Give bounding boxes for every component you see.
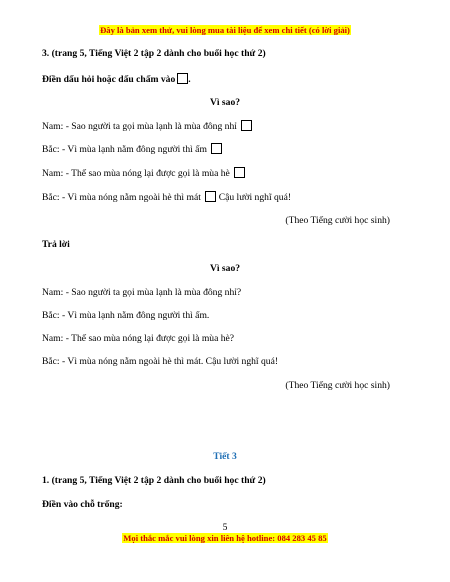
tiet3-title: Tiết 3 [213,451,237,462]
footer-contact-text: Mọi thắc mắc vui lòng xin liên hệ hotline: 084 283 45 85 [123,533,327,543]
answer-story-title: Vì sao? [209,263,241,274]
answer-heading: Trả lời [42,239,70,250]
fill-box-2[interactable] [211,143,222,154]
preview-banner [0,25,450,36]
page-number: 5 [222,522,228,533]
exercise-line-1-text: Nam: - Sao người ta gọi mùa lạnh là mùa đông nhỉ [42,121,237,132]
exercise-line-3-text: Nam: - Thế sao mùa nóng lại được gọi là mùa hè [42,168,230,179]
exercise3-instruction-end: . [188,74,191,85]
preview-banner-text: Đây là bản xem thử, vui lòng mua tài liệu để xem chi tiết (có lời giải) [100,25,350,35]
exercise-line-2-text: Bắc: - Vì mùa lạnh nằm đông người thì ấm [42,144,207,155]
exercise-line-4 [42,191,291,204]
answer-line-2: Bắc: - Vì mùa lạnh nằm đông người thì ấm. [42,310,210,321]
answer-line-3: Nam: - Thế sao mùa nóng lại được gọi là mùa hè? [42,333,235,344]
exercise3-heading: 3. (trang 5, Tiếng Việt 2 tập 2 dành cho buổi học thứ 2) [42,48,266,59]
exercise3-source: (Theo Tiếng cười học sinh) [285,215,390,226]
answer-line-1: Nam: - Sao người ta gọi mùa lạnh là mùa đông nhỉ? [42,287,242,298]
fill-box-1[interactable] [241,120,252,131]
exercise-line-4-text: Bắc: - Vì mùa nóng nằm ngoài hè thì mát [42,192,201,203]
q1-heading: 1. (trang 5, Tiếng Việt 2 tập 2 dành cho buổi học thứ 2) [42,475,266,486]
story-title: Vì sao? [209,97,241,108]
q1-instruction: Điền vào chỗ trống: [42,499,123,510]
exercise-line-2 [42,143,222,156]
exercise-line-4-tail: Cậu lười nghĩ quá! [218,192,292,203]
answer-box-icon [177,73,191,85]
exercise3-instruction [42,73,191,86]
fill-box-4[interactable] [205,191,216,202]
exercise-line-1 [42,120,252,133]
exercise-line-3 [42,167,245,180]
answer-source: (Theo Tiếng cười học sinh) [285,380,390,391]
fill-box-3[interactable] [234,167,245,178]
exercise3-instruction-text: Điền dấu hỏi hoặc dấu chấm vào [42,74,176,85]
answer-line-4: Bắc: - Vì mùa nóng nằm ngoài hè thì mát. Cậu lười nghĩ quá! [42,356,279,367]
footer-contact [0,533,450,544]
